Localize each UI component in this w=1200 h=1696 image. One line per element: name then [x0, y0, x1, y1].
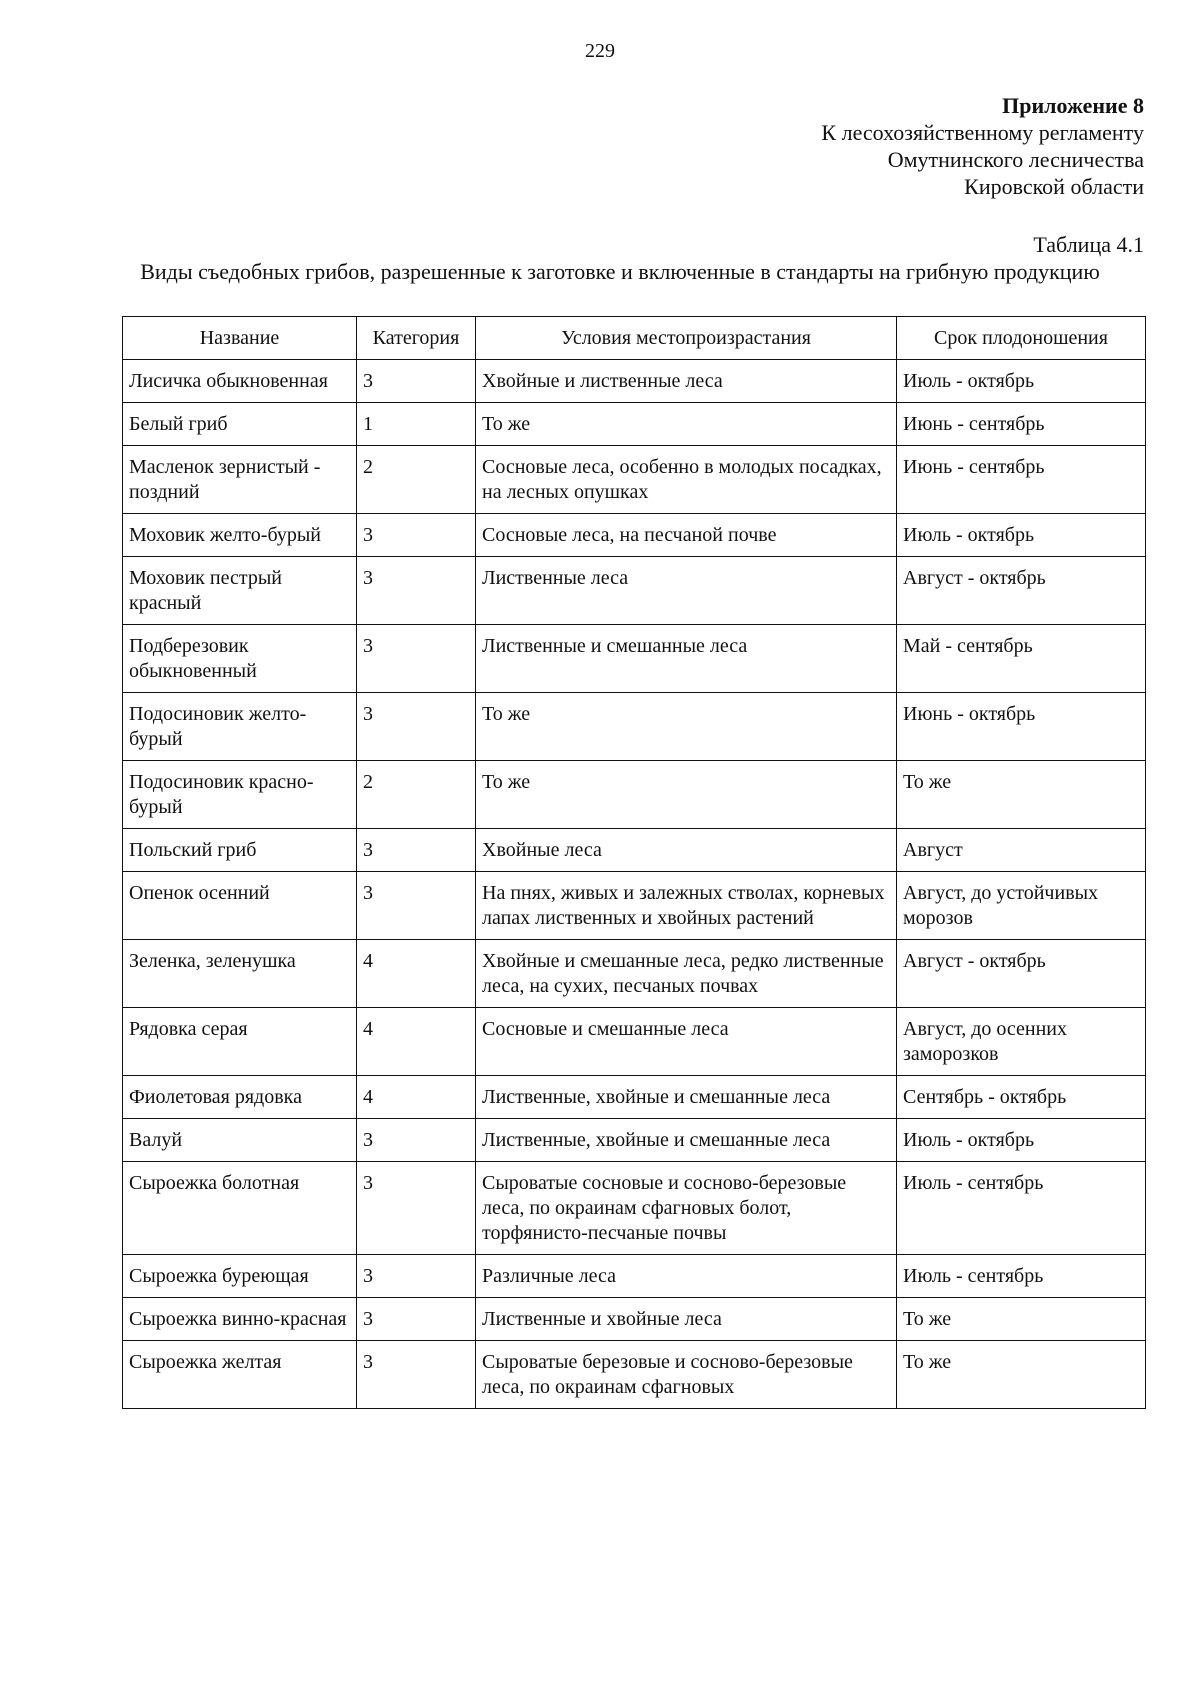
cell-period: Июль - сентябрь	[897, 1162, 1146, 1255]
table-header-row	[123, 317, 1146, 360]
cell-conditions: Лиственные, хвойные и смешанные леса	[476, 1076, 897, 1119]
cell-conditions: То же	[476, 693, 897, 761]
cell-name: Моховик желто-бурый	[123, 514, 357, 557]
cell-name: Валуй	[123, 1119, 357, 1162]
cell-category: 3	[357, 514, 476, 557]
cell-conditions: Сосновые леса, особенно в молодых посадках, на лесных опушках	[476, 446, 897, 514]
cell-conditions: То же	[476, 403, 897, 446]
document-title: Виды съедобных грибов, разрешенные к заготовке и включенные в стандарты на грибную продукцию	[140, 259, 1100, 284]
table-row	[123, 829, 1146, 872]
cell-period: То же	[897, 1298, 1146, 1341]
cell-category: 3	[357, 693, 476, 761]
cell-name: Фиолетовая рядовка	[123, 1076, 357, 1119]
cell-period: Июль - сентябрь	[897, 1255, 1146, 1298]
appendix-line: К лесохозяйственному регламенту	[821, 120, 1144, 145]
cell-period: Июнь - сентябрь	[897, 446, 1146, 514]
cell-name: Подберезовик обыкновенный	[123, 625, 357, 693]
appendix-line: Кировской области	[964, 174, 1144, 199]
table-row	[123, 1008, 1146, 1076]
cell-category: 4	[357, 1076, 476, 1119]
cell-category: 3	[357, 1255, 476, 1298]
cell-category: 3	[357, 1162, 476, 1255]
table-row	[123, 1255, 1146, 1298]
cell-category: 3	[357, 360, 476, 403]
cell-conditions: Хвойные и лиственные леса	[476, 360, 897, 403]
table-body	[123, 360, 1146, 1409]
cell-period: Июль - октябрь	[897, 514, 1146, 557]
column-header-name: Название	[123, 317, 357, 360]
cell-name: Моховик пестрый красный	[123, 557, 357, 625]
cell-period: Июль - октябрь	[897, 1119, 1146, 1162]
cell-name: Рядовка серая	[123, 1008, 357, 1076]
cell-period: Август	[897, 829, 1146, 872]
cell-category: 1	[357, 403, 476, 446]
cell-name: Лисичка обыкновенная	[123, 360, 357, 403]
cell-period: Май - сентябрь	[897, 625, 1146, 693]
column-header-period: Срок плодоношения	[897, 317, 1146, 360]
cell-period: Август, до осенних заморозков	[897, 1008, 1146, 1076]
table-row	[123, 514, 1146, 557]
table-row	[123, 693, 1146, 761]
cell-name: Сыроежка болотная	[123, 1162, 357, 1255]
cell-name: Польский гриб	[123, 829, 357, 872]
cell-category: 3	[357, 829, 476, 872]
cell-period: Август, до устойчивых морозов	[897, 872, 1146, 940]
table-row	[123, 1341, 1146, 1409]
cell-name: Сыроежка желтая	[123, 1341, 357, 1409]
table-row	[123, 761, 1146, 829]
cell-name: Опенок осенний	[123, 872, 357, 940]
cell-category: 3	[357, 1119, 476, 1162]
cell-name: Зеленка, зеленушка	[123, 940, 357, 1008]
table-row	[123, 360, 1146, 403]
cell-conditions: Лиственные, хвойные и смешанные леса	[476, 1119, 897, 1162]
table-row	[123, 446, 1146, 514]
cell-name: Сыроежка винно-красная	[123, 1298, 357, 1341]
column-header-conditions: Условия местопроизрастания	[476, 317, 897, 360]
cell-category: 3	[357, 872, 476, 940]
cell-name: Сыроежка буреющая	[123, 1255, 357, 1298]
cell-period: То же	[897, 1341, 1146, 1409]
table-row	[123, 872, 1146, 940]
table-row	[123, 557, 1146, 625]
cell-category: 2	[357, 446, 476, 514]
cell-name: Белый гриб	[123, 403, 357, 446]
appendix-title: Приложение 8	[1002, 93, 1144, 118]
table-row	[123, 1162, 1146, 1255]
cell-period: Июль - октябрь	[897, 360, 1146, 403]
cell-conditions: Лиственные и смешанные леса	[476, 625, 897, 693]
cell-period: Июнь - сентябрь	[897, 403, 1146, 446]
cell-category: 2	[357, 761, 476, 829]
cell-conditions: Сыроватые сосновые и сосново-березовые леса, по окраинам сфагновых болот, торфянисто-песчаные почвы	[476, 1162, 897, 1255]
cell-conditions: Хвойные леса	[476, 829, 897, 872]
cell-period: То же	[897, 761, 1146, 829]
cell-category: 4	[357, 1008, 476, 1076]
table-row	[123, 403, 1146, 446]
cell-name: Подосиновик желто-бурый	[123, 693, 357, 761]
cell-conditions: Хвойные и смешанные леса, редко лиственные леса, на сухих, песчаных почвах	[476, 940, 897, 1008]
cell-conditions: Лиственные и хвойные леса	[476, 1298, 897, 1341]
table-row	[123, 1298, 1146, 1341]
cell-conditions: На пнях, живых и залежных стволах, корневых лапах лиственных и хвойных растений	[476, 872, 897, 940]
cell-category: 4	[357, 940, 476, 1008]
table-row	[123, 1076, 1146, 1119]
cell-conditions: То же	[476, 761, 897, 829]
appendix-line: Омутнинского лесничества	[887, 147, 1144, 172]
table-row	[123, 1119, 1146, 1162]
page-number: 229	[585, 40, 615, 62]
cell-category: 3	[357, 625, 476, 693]
cell-category: 3	[357, 557, 476, 625]
column-header-category: Категория	[357, 317, 476, 360]
cell-conditions: Сосновые леса, на песчаной почве	[476, 514, 897, 557]
cell-conditions: Различные леса	[476, 1255, 897, 1298]
cell-period: Август - октябрь	[897, 557, 1146, 625]
cell-period: Август - октябрь	[897, 940, 1146, 1008]
cell-name: Масленок зернистый - поздний	[123, 446, 357, 514]
table-label: Таблица 4.1	[1033, 232, 1144, 257]
appendix-header	[821, 92, 1144, 200]
cell-category: 3	[357, 1341, 476, 1409]
cell-name: Подосиновик красно-бурый	[123, 761, 357, 829]
table-row	[123, 625, 1146, 693]
mushroom-table	[122, 316, 1146, 1409]
cell-conditions: Сыроватые березовые и сосново-березовые леса, по окраинам сфагновых	[476, 1341, 897, 1409]
table-row	[123, 940, 1146, 1008]
cell-period: Сентябрь - октябрь	[897, 1076, 1146, 1119]
cell-conditions: Сосновые и смешанные леса	[476, 1008, 897, 1076]
cell-category: 3	[357, 1298, 476, 1341]
cell-conditions: Лиственные леса	[476, 557, 897, 625]
cell-period: Июнь - октябрь	[897, 693, 1146, 761]
